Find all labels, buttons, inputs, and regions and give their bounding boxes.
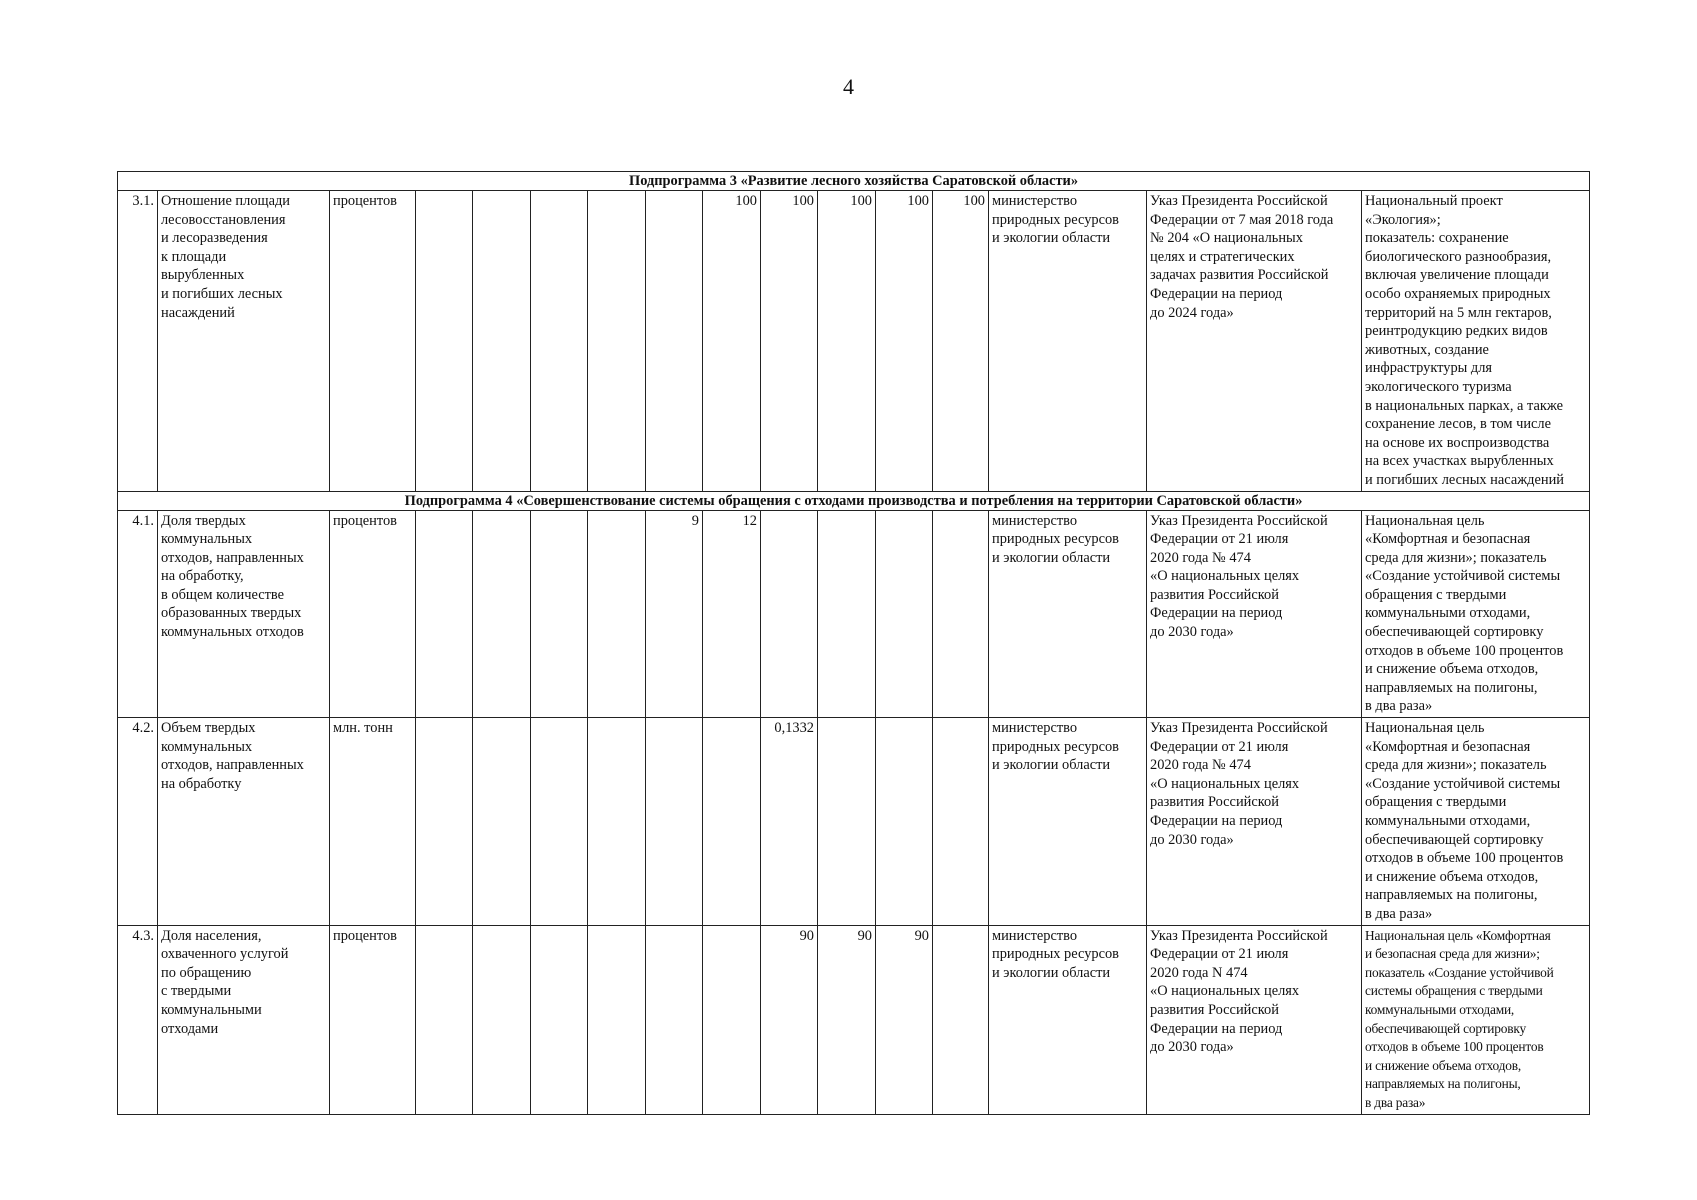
year-value <box>876 718 933 926</box>
year-value: 100 <box>761 191 818 492</box>
year-value <box>416 191 473 492</box>
year-value: 0,1332 <box>761 718 818 926</box>
year-value <box>933 510 989 718</box>
legal-basis: Указ Президента Российской Федерации от 21 июля 2020 года № 474 «О национальных целях развития Российской Федерации на период до 2030 года» <box>1147 718 1362 926</box>
year-value: 100 <box>818 191 876 492</box>
indicator-name: Отношение площади лесовосстановления и лесоразведения к площади вырубленных и погибших лесных насаждений <box>158 191 330 492</box>
row-index: 4.3. <box>118 925 158 1114</box>
year-value <box>416 925 473 1114</box>
year-value <box>646 718 703 926</box>
indicator-name: Доля населения, охваченного услугой по обращению с твердыми коммунальными отходами <box>158 925 330 1114</box>
year-value <box>703 718 761 926</box>
year-value <box>646 191 703 492</box>
year-value <box>818 510 876 718</box>
subprogram-3-header <box>118 172 1590 191</box>
year-value: 90 <box>761 925 818 1114</box>
year-value <box>531 925 588 1114</box>
year-value <box>473 510 531 718</box>
page-number: 4 <box>843 74 854 99</box>
unit: процентов <box>330 925 416 1114</box>
indicator-name: Объем твердых коммунальных отходов, направленных на обработку <box>158 718 330 926</box>
year-value <box>933 718 989 926</box>
legal-basis: Указ Президента Российской Федерации от 7 мая 2018 года № 204 «О национальных целях и стратегических задачах развития Российской Федерации на период до 2024 года» <box>1147 191 1362 492</box>
row-index: 4.1. <box>118 510 158 718</box>
table-row <box>118 925 1590 1114</box>
year-value: 12 <box>703 510 761 718</box>
year-value: 9 <box>646 510 703 718</box>
year-value: 90 <box>818 925 876 1114</box>
year-value: 100 <box>876 191 933 492</box>
year-value <box>473 718 531 926</box>
year-value <box>818 718 876 926</box>
year-value <box>473 925 531 1114</box>
year-value <box>588 718 646 926</box>
year-value <box>531 718 588 926</box>
year-value <box>416 718 473 926</box>
indicators-table <box>117 171 1590 1115</box>
year-value <box>473 191 531 492</box>
subprogram-title: Подпрограмма 4 «Совершенствование системы обращения с отходами производства и потребления на территории Саратовской области» <box>118 491 1590 510</box>
legal-basis: Указ Президента Российской Федерации от 21 июля 2020 года № 474 «О национальных целях развития Российской Федерации на период до 2030 года» <box>1147 510 1362 718</box>
national-goal: Национальная цель «Комфортная и безопасная среда для жизни»; показатель «Создание устойчивой системы обращения с твердыми коммунальными отходами, обеспечивающей сортировку отходов в объеме 100 процентов и снижение объема отходов, направляемых на полигоны, в два раза» <box>1362 718 1590 926</box>
year-value <box>531 191 588 492</box>
year-value <box>588 510 646 718</box>
legal-basis: Указ Президента Российской Федерации от 21 июля 2020 года N 474 «О национальных целях развития Российской Федерации на период до 2030 года» <box>1147 925 1362 1114</box>
year-value <box>933 925 989 1114</box>
national-goal: Национальная цель «Комфортная и безопасная среда для жизни»; показатель «Создание устойчивой системы обращения с твердыми коммунальными отходами, обеспечивающей сортировку отходов в объеме 100 процентов и снижение объема отходов, направляемых на полигоны, в два раза» <box>1362 925 1590 1114</box>
year-value: 90 <box>876 925 933 1114</box>
responsible-body: министерство природных ресурсов и экологии области <box>989 510 1147 718</box>
table-row <box>118 191 1590 492</box>
year-value <box>761 510 818 718</box>
year-value <box>588 925 646 1114</box>
year-value <box>588 191 646 492</box>
table-row <box>118 510 1590 718</box>
indicator-name: Доля твердых коммунальных отходов, направленных на обработку, в общем количестве образованных твердых коммунальных отходов <box>158 510 330 718</box>
year-value: 100 <box>933 191 989 492</box>
national-goal: Национальная цель «Комфортная и безопасная среда для жизни»; показатель «Создание устойчивой системы обращения с твердыми коммунальными отходами, обеспечивающей сортировку отходов в объеме 100 процентов и снижение объема отходов, направляемых на полигоны, в два раза» <box>1362 510 1590 718</box>
table-row <box>118 718 1590 926</box>
responsible-body: министерство природных ресурсов и экологии области <box>989 191 1147 492</box>
unit: млн. тонн <box>330 718 416 926</box>
responsible-body: министерство природных ресурсов и экологии области <box>989 925 1147 1114</box>
responsible-body: министерство природных ресурсов и экологии области <box>989 718 1147 926</box>
subprogram-4-header <box>118 491 1590 510</box>
row-index: 4.2. <box>118 718 158 926</box>
year-value <box>703 925 761 1114</box>
subprogram-title: Подпрограмма 3 «Развитие лесного хозяйства Саратовской области» <box>118 172 1590 191</box>
year-value <box>646 925 703 1114</box>
year-value <box>416 510 473 718</box>
year-value <box>531 510 588 718</box>
unit: процентов <box>330 191 416 492</box>
unit: процентов <box>330 510 416 718</box>
national-goal: Национальный проект «Экология»; показатель: сохранение биологического разнообразия, включая увеличение площади особо охраняемых природных территорий на 5 млн гектаров, реинтродукцию редких видов животных, создание инфраструктуры для экологического туризма в национальных парках, а также сохранение лесов, в том числе на основе их воспроизводства на всех участках вырубленных и погибших лесных насаждений <box>1362 191 1590 492</box>
year-value <box>876 510 933 718</box>
year-value: 100 <box>703 191 761 492</box>
row-index: 3.1. <box>118 191 158 492</box>
